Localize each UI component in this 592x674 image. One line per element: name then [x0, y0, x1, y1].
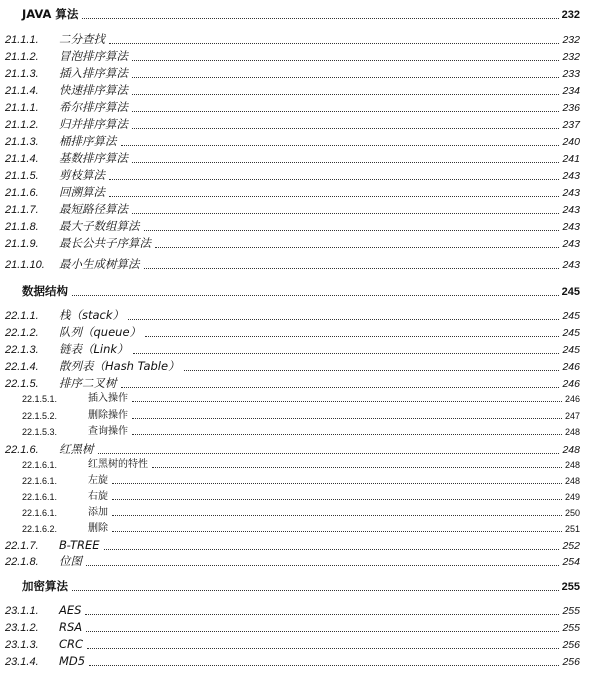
- toc-entry-page: 247: [564, 411, 580, 421]
- dot-leader: [132, 400, 562, 402]
- dot-leader: [87, 647, 559, 649]
- toc-entry-page: 243: [562, 187, 580, 199]
- toc-entry-page: 245: [562, 310, 580, 322]
- toc-entry-title: 右旋: [88, 491, 108, 502]
- toc-entry-page: 246: [562, 361, 580, 373]
- toc-entry[interactable]: [0, 508, 592, 518]
- dot-leader: [121, 144, 560, 146]
- toc-entry-title: 红黑树的特性: [88, 459, 148, 470]
- toc-entry[interactable]: [0, 656, 592, 668]
- toc-entry-number: 21.1.5.: [5, 169, 39, 182]
- toc-entry[interactable]: [0, 344, 592, 356]
- toc-entry-page: 233: [562, 68, 580, 80]
- toc-entry[interactable]: [0, 556, 592, 568]
- toc-entry-page: 251: [564, 524, 580, 534]
- dot-leader: [112, 498, 562, 500]
- toc-entry[interactable]: [0, 85, 592, 97]
- toc-entry-title: RSA: [59, 620, 83, 634]
- dot-leader: [109, 42, 559, 44]
- toc-chapter-entry[interactable]: [0, 286, 592, 298]
- toc-entry-title: CRC: [59, 637, 84, 651]
- toc-entry-number: 22.1.2.: [5, 326, 39, 339]
- toc-entry[interactable]: [0, 524, 592, 534]
- toc-entry[interactable]: [0, 427, 592, 437]
- toc-entry-page: 237: [562, 119, 580, 131]
- toc-entry-page: 245: [562, 327, 580, 339]
- toc-entry-page: 243: [562, 204, 580, 216]
- toc-entry-page: 255: [562, 605, 580, 617]
- toc-entry[interactable]: [0, 51, 592, 63]
- dot-leader: [112, 514, 562, 516]
- toc-entry-number: 22.1.3.: [5, 343, 39, 356]
- toc-entry-number: 21.1.7.: [5, 203, 39, 216]
- toc-entry-number: 23.1.1.: [5, 604, 39, 617]
- dot-leader: [145, 335, 559, 337]
- toc-entry-title: 散列表（Hash Table）: [59, 359, 180, 373]
- toc-entry[interactable]: [0, 327, 592, 339]
- toc-entry[interactable]: [0, 622, 592, 634]
- toc-entry[interactable]: [0, 68, 592, 80]
- toc-entry-number: 21.1.1.: [5, 33, 39, 46]
- toc-entry-title: 最短路径算法: [59, 202, 128, 216]
- dot-leader: [72, 294, 559, 296]
- dot-leader: [144, 229, 560, 231]
- toc-entry-number: 23.1.2.: [5, 621, 39, 634]
- toc-entry[interactable]: [0, 34, 592, 46]
- toc-entry-page: 243: [562, 170, 580, 182]
- dot-leader: [132, 127, 559, 129]
- toc-entry-title: 删除操作: [88, 410, 128, 421]
- toc-entry[interactable]: [0, 259, 592, 271]
- dot-leader: [152, 466, 562, 468]
- toc-entry-page: 255: [561, 580, 580, 593]
- dot-leader: [132, 161, 559, 163]
- toc-entry[interactable]: [0, 476, 592, 486]
- toc-entry-title: 冒泡排序算法: [59, 49, 128, 63]
- dot-leader: [184, 369, 560, 371]
- toc-entry-title: MD5: [59, 654, 86, 668]
- toc-entry-page: 256: [562, 656, 580, 668]
- toc-entry-page: 245: [562, 344, 580, 356]
- toc-entry-page: 243: [562, 221, 580, 233]
- toc-entry-title: 归并排序算法: [59, 117, 128, 131]
- toc-entry-title: 队列（queue）: [59, 325, 142, 339]
- toc-entry-title: 加密算法: [22, 579, 68, 593]
- toc-entry-page: 232: [562, 34, 580, 46]
- toc-entry[interactable]: [0, 170, 592, 182]
- toc-entry-title: 最大子数组算法: [59, 219, 140, 233]
- toc-entry-page: 256: [562, 639, 580, 651]
- toc-entry-title: 希尔排序算法: [59, 100, 128, 114]
- toc-entry-number: 21.1.10.: [5, 258, 45, 271]
- toc-entry-number: 22.1.4.: [5, 360, 39, 373]
- toc-entry-title: 红黑树: [59, 442, 94, 456]
- toc-entry-title: 插入操作: [88, 393, 128, 404]
- toc-entry-title: 最小生成树算法: [59, 257, 140, 271]
- toc-entry-number: 22.1.7.: [5, 539, 39, 552]
- toc-entry[interactable]: [0, 378, 592, 390]
- toc-entry-number: 22.1.6.1.: [22, 508, 58, 518]
- toc-entry-title: 删除: [88, 523, 108, 534]
- dot-leader: [109, 178, 559, 180]
- toc-entry[interactable]: [0, 204, 592, 216]
- toc-entry-title: 剪枝算法: [59, 168, 105, 182]
- toc-entry-page: 245: [561, 285, 580, 298]
- toc-entry-page: 254: [562, 556, 580, 568]
- toc-entry[interactable]: [0, 540, 592, 552]
- toc-entry-number: 22.1.6.1.: [22, 476, 58, 486]
- toc-entry-page: 232: [561, 8, 580, 21]
- toc-entry-number: 22.1.6.: [5, 443, 39, 456]
- toc-entry-title: AES: [59, 603, 82, 617]
- dot-leader: [82, 17, 558, 19]
- toc-entry-title: 链表（Link）: [59, 342, 129, 356]
- dot-leader: [132, 76, 559, 78]
- toc-entry-number: 21.1.1.: [5, 101, 39, 114]
- toc-entry-title: 基数排序算法: [59, 151, 128, 165]
- toc-entry-page: 248: [564, 427, 580, 437]
- toc-entry-title: 二分查找: [59, 32, 105, 46]
- toc-entry[interactable]: [0, 221, 592, 233]
- toc-entry-title: 排序二叉树: [59, 376, 117, 390]
- dot-leader: [133, 352, 560, 354]
- toc-entry-number: 22.1.5.2.: [22, 411, 58, 421]
- toc-entry-page: 232: [562, 51, 580, 63]
- toc-entry[interactable]: [0, 102, 592, 114]
- toc-entry-page: 246: [564, 394, 580, 404]
- toc-entry[interactable]: [0, 460, 592, 470]
- toc-entry[interactable]: [0, 238, 592, 250]
- toc-entry[interactable]: [0, 153, 592, 165]
- toc-entry-number: 23.1.4.: [5, 655, 39, 668]
- toc-chapter-entry[interactable]: [0, 9, 592, 21]
- toc-entry[interactable]: [0, 136, 592, 148]
- toc-entry-number: 21.1.9.: [5, 237, 39, 250]
- toc-entry-page: 243: [562, 259, 580, 271]
- toc-entry-number: 22.1.5.1.: [22, 394, 58, 404]
- dot-leader: [132, 417, 562, 419]
- toc-entry-number: 21.1.2.: [5, 118, 39, 131]
- toc-entry[interactable]: [0, 605, 592, 617]
- toc-entry-title: 桶排序算法: [59, 134, 117, 148]
- toc-entry-page: 236: [562, 102, 580, 114]
- toc-entry-title: 回溯算法: [59, 185, 105, 199]
- dot-leader: [132, 433, 562, 435]
- dot-leader: [155, 246, 559, 248]
- dot-leader: [85, 613, 559, 615]
- toc-entry-title: 左旋: [88, 475, 108, 486]
- toc-entry-title: 位图: [59, 554, 82, 568]
- toc-entry-page: 250: [564, 508, 580, 518]
- toc-entry-page: 248: [562, 444, 580, 456]
- toc-entry-number: 21.1.3.: [5, 67, 39, 80]
- toc-entry[interactable]: [0, 187, 592, 199]
- toc-entry[interactable]: [0, 411, 592, 421]
- toc-entry-number: 21.1.6.: [5, 186, 39, 199]
- toc-entry-page: 249: [564, 492, 580, 502]
- dot-leader: [98, 452, 560, 454]
- dot-leader: [128, 318, 559, 320]
- toc-entry-page: 255: [562, 622, 580, 634]
- dot-leader: [72, 589, 559, 591]
- toc-entry-number: 22.1.8.: [5, 555, 39, 568]
- toc-entry-page: 240: [562, 136, 580, 148]
- toc-chapter-entry[interactable]: [0, 581, 592, 593]
- dot-leader: [86, 564, 559, 566]
- dot-leader: [112, 482, 562, 484]
- toc-entry-title: 插入排序算法: [59, 66, 128, 80]
- dot-leader: [144, 267, 560, 269]
- toc-entry-number: 22.1.5.: [5, 377, 39, 390]
- dot-leader: [132, 59, 559, 61]
- toc-entry-page: 246: [562, 378, 580, 390]
- toc-entry-title: 栈（stack）: [59, 308, 125, 322]
- dot-leader: [121, 386, 560, 388]
- dot-leader: [132, 212, 559, 214]
- toc-entry-page: 252: [562, 540, 580, 552]
- toc-entry[interactable]: [0, 639, 592, 651]
- toc-entry-number: 21.1.3.: [5, 135, 39, 148]
- dot-leader: [132, 110, 559, 112]
- toc-entry-title: B-TREE: [59, 538, 100, 552]
- dot-leader: [132, 93, 559, 95]
- toc-entry[interactable]: [0, 492, 592, 502]
- toc-entry-number: 23.1.3.: [5, 638, 39, 651]
- toc-entry-number: 21.1.2.: [5, 50, 39, 63]
- dot-leader: [109, 195, 559, 197]
- toc-entry-number: 22.1.6.2.: [22, 524, 58, 534]
- toc-entry[interactable]: [0, 119, 592, 131]
- toc-entry-number: 22.1.1.: [5, 309, 39, 322]
- toc-entry[interactable]: [0, 444, 592, 456]
- toc-entry-page: 248: [564, 460, 580, 470]
- toc-entry-title: 最长公共子序算法: [59, 236, 151, 250]
- toc-entry-title: 数据结构: [22, 284, 68, 298]
- toc-entry-page: 243: [562, 238, 580, 250]
- dot-leader: [112, 530, 562, 532]
- dot-leader: [104, 548, 560, 550]
- toc-entry-page: 234: [562, 85, 580, 97]
- toc-entry[interactable]: [0, 310, 592, 322]
- toc-entry-number: 22.1.6.1.: [22, 460, 58, 470]
- toc-entry-number: 21.1.4.: [5, 152, 39, 165]
- toc-entry-number: 21.1.8.: [5, 220, 39, 233]
- toc-entry-title: 快速排序算法: [59, 83, 128, 97]
- toc-entry-page: 241: [562, 153, 580, 165]
- toc-entry-title: JAVA 算法: [22, 7, 79, 21]
- toc-entry[interactable]: [0, 394, 592, 404]
- toc-entry-page: 248: [564, 476, 580, 486]
- toc-entry-number: 22.1.6.1.: [22, 492, 58, 502]
- dot-leader: [89, 664, 559, 666]
- toc-entry[interactable]: [0, 361, 592, 373]
- toc-entry-number: 22.1.5.3.: [22, 427, 58, 437]
- dot-leader: [86, 630, 559, 632]
- toc-entry-title: 查询操作: [88, 426, 128, 437]
- toc-entry-number: 21.1.4.: [5, 84, 39, 97]
- toc-entry-title: 添加: [88, 507, 108, 518]
